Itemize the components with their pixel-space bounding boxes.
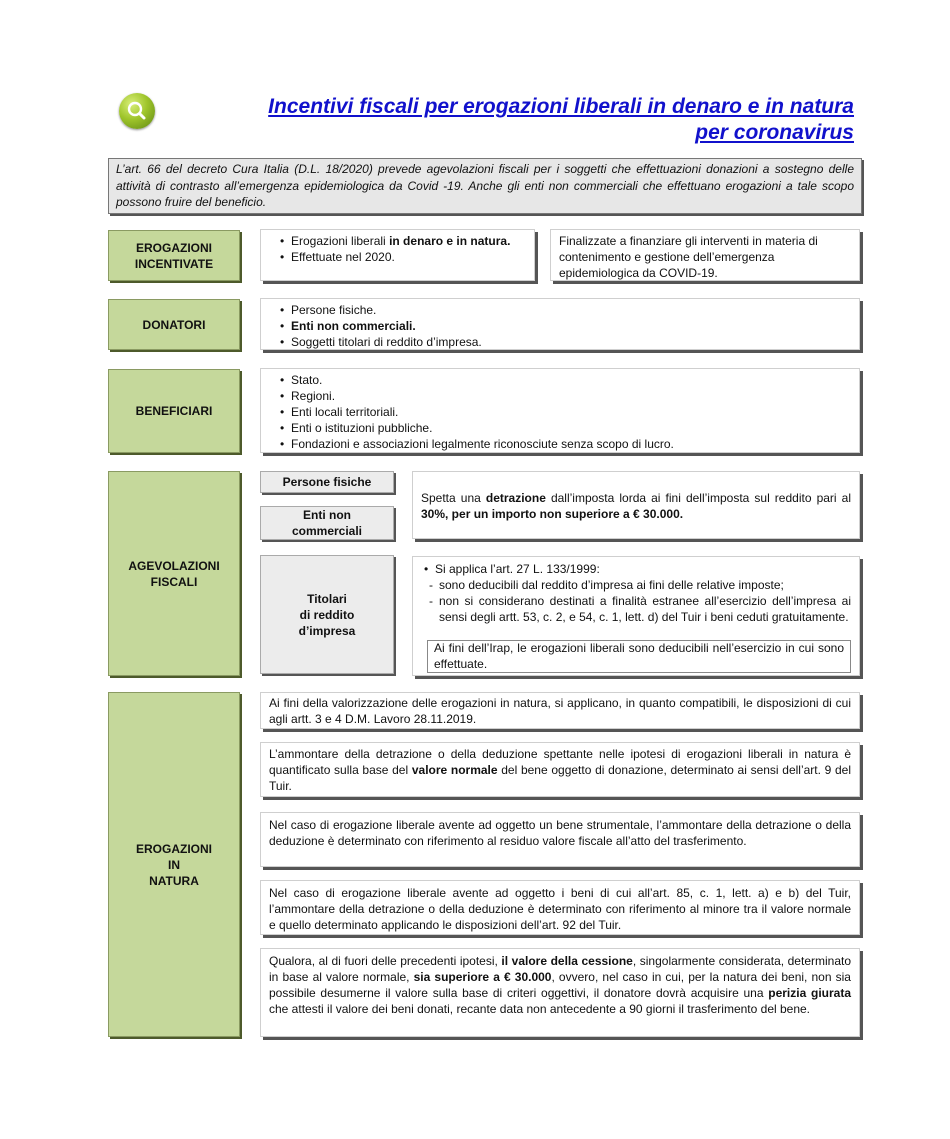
list-item: • Enti o istituzioni pubbliche. [291, 420, 851, 436]
list-item: • Enti non commerciali. [291, 318, 851, 334]
persone-fisiche-box: Persone fisiche [260, 471, 394, 493]
list-item: • Effettuate nel 2020. [291, 249, 526, 265]
natura-paragraph-2: L’ammontare della detrazione o della deduzione spettante nelle ipotesi di erogazioni liberali in natura è quantificato sulla base del valore normale del bene oggetto di donazione, determinato ai sensi dell’art. 9 del Tuir. [260, 742, 860, 797]
titolari-reddito-impresa-box: Titolari di reddito d’impresa [260, 555, 394, 674]
beneficiari-box [260, 368, 860, 453]
enti-non-commerciali-box: Enti non commerciali [260, 506, 394, 540]
label-line: EROGAZIONI [135, 240, 212, 255]
list-item: - sono deducibili dal reddito d’impresa ai fini delle relative imposte; [439, 577, 851, 593]
label-donatori: DONATORI [108, 299, 240, 350]
erogazioni-types-box [260, 229, 535, 281]
list-item: • Enti locali territoriali. [291, 404, 851, 420]
finalita-box: Finalizzate a finanziare gli interventi in materia di contenimento e gestione dell’emergenza epidemiologica da COVID-19. [550, 229, 860, 281]
list-item: • Stato. [291, 372, 851, 388]
natura-paragraph-5: Qualora, al di fuori delle precedenti ipotesi, il valore della cessione, singolarmente considerata, determinato in base al valore normale, sia superiore a € 30.000, ovvero, nel caso in cui, per la natura dei beni, non sia possibile desumerne il valore sulla base di criteri oggettivi, il donatore dovrà acquisire una perizia giurata che attesti il valore dei beni donati, recante data non antecedente a 90 giorni il trasferimento del bene. [260, 948, 860, 1037]
list-item: - non si considerano destinati a finalità estranee all’esercizio dell’impresa ai sensi degli artt. 53, c. 2, e 54, c. 1, lett. d) del Tuir i beni ceduti gratuitamente. [439, 593, 851, 625]
label-line: EROGAZIONI [135, 841, 212, 856]
irap-box: Ai fini dell’Irap, le erogazioni liberali sono deducibili nell’esercizio in cui sono effettuate. [427, 640, 851, 673]
label-line: NATURA [149, 873, 199, 888]
natura-paragraph-3: Nel caso di erogazione liberale avente ad oggetto un bene strumentale, l’ammontare della detrazione o della deduzione è determinato con riferimento al residuo valore fiscale all’atto del trasferimento. [260, 812, 860, 867]
label-line: INCENTIVATE [134, 256, 214, 271]
label-line: AGEVOLAZIONI [128, 558, 220, 573]
label-line: IN [167, 857, 180, 872]
label-erogazioni-in-natura [108, 692, 240, 1037]
natura-paragraph-1: Ai fini della valorizzazione delle erogazioni in natura, si applicano, in quanto compatibili, le disposizioni di cui agli artt. 3 e 4 D.M. Lavoro 28.11.2019. [260, 692, 860, 729]
label-line: FISCALI [150, 574, 198, 589]
donatori-box [260, 298, 860, 350]
intro-box: L’art. 66 del decreto Cura Italia (D.L. 18/2020) prevede agevolazioni fiscali per i soggetti che effettuazioni donazioni a sostegno delle attività di contrasto all’emergenza epidemiologica da Covid -19. Anche gli enti non commerciali che effettuano erogazioni a tale scopo possono fruire del beneficio. [108, 158, 862, 214]
list-item: • Erogazioni liberali in denaro e in natura. [291, 233, 526, 249]
label-agevolazioni-fiscali [108, 471, 240, 676]
magnifier-icon [119, 93, 155, 129]
natura-paragraph-4: Nel caso di erogazione liberale avente ad oggetto i beni di cui all’art. 85, c. 1, lett. a) e b) del Tuir, l’ammontare della detrazione o della deduzione è determinato con riferimento al minore tra il valore normale e quello determinato applicando le disposizioni dell’art. 92 del Tuir. [260, 880, 860, 935]
impresa-box [412, 556, 860, 676]
list-item: • Regioni. [291, 388, 851, 404]
label-beneficiari: BENEFICIARI [108, 369, 240, 453]
page-title[interactable] [170, 94, 854, 146]
title-line-2: per coronavirus [695, 121, 854, 144]
list-item: • Persone fisiche. [291, 302, 851, 318]
list-item: • Soggetti titolari di reddito d’impresa. [291, 334, 851, 350]
title-line-1: Incentivi fiscali per erogazioni liberali in denaro e in natura [268, 95, 854, 118]
label-erogazioni-incentivate [108, 230, 240, 281]
list-item: • Si applica l’art. 27 L. 133/1999: [435, 561, 851, 577]
list-item: • Fondazioni e associazioni legalmente riconosciute senza scopo di lucro. [291, 436, 851, 452]
detrazione-box: Spetta una detrazione dall’imposta lorda ai fini dell’imposta sul reddito pari al 30%, per un importo non superiore a € 30.000. [412, 471, 860, 539]
